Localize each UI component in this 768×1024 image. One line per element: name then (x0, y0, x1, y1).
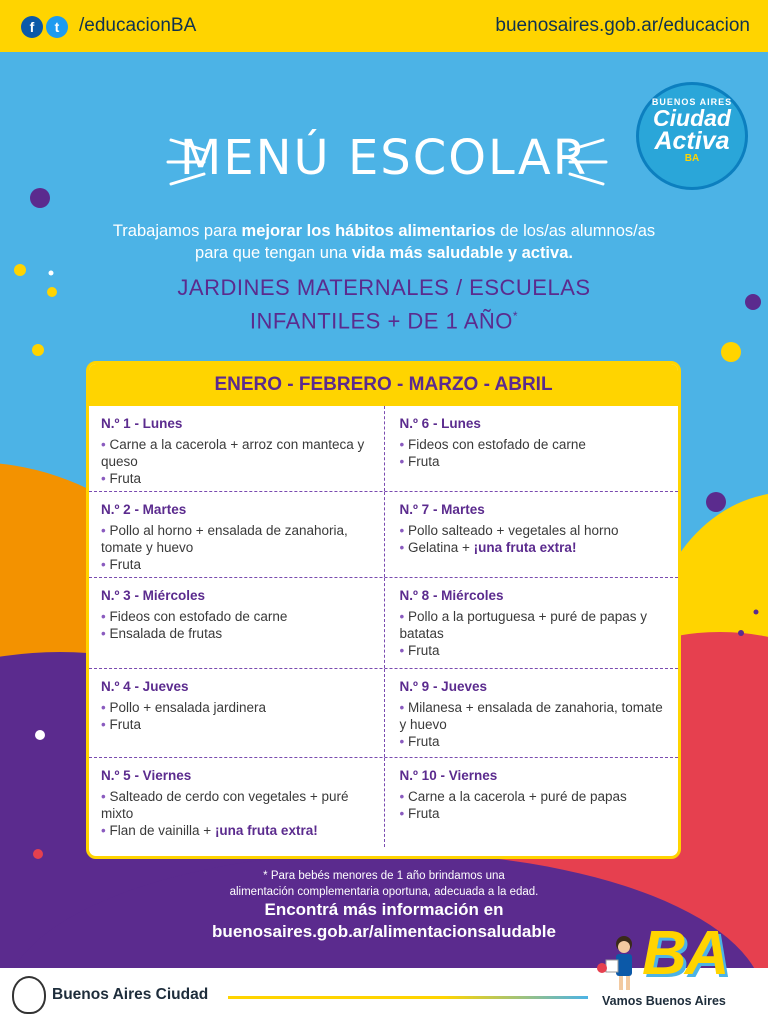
menu-cell-left (89, 669, 384, 757)
menu-header: ENERO - FEBRERO - MARZO - ABRIL (89, 364, 678, 406)
menu-item (400, 453, 669, 470)
bullet-icon: • (399, 540, 405, 555)
menu-cell-left (89, 492, 384, 577)
footer-divider (228, 996, 588, 999)
menu-item (101, 625, 374, 642)
menu-item (101, 716, 374, 733)
bullet-icon: • (399, 437, 405, 452)
title-area (0, 120, 768, 210)
subtitle (40, 274, 728, 335)
menu-item-text: Pollo + ensalada jardinera (109, 700, 266, 715)
menu-item-text: Pollo a la portuguesa + puré de papas y batatas (399, 609, 648, 641)
menu-item-text: Ensalada de frutas (109, 626, 223, 641)
ba-logo (632, 919, 742, 992)
menu-row (89, 578, 678, 669)
menu-item-text: Salteado de cerdo con vegetales + puré mixto (101, 789, 349, 821)
intro-p2: para que tengan una (195, 244, 352, 262)
more-info-line1: Encontrá más información en (264, 900, 504, 919)
bullet-icon: • (399, 643, 405, 658)
menu-item (400, 539, 669, 556)
extra-fruit-label: ¡una fruta extra! (473, 540, 577, 555)
menu-item-text: Carne a la cacerola + puré de papas (408, 789, 627, 804)
city-name: Buenos Aires Ciudad (52, 986, 209, 1003)
menu-item-text: Pollo al horno + ensalada de zanahoria, tomate y huevo (101, 523, 348, 555)
intro-p1: Trabajamos para (112, 222, 242, 240)
menu-day: N.º 6 - Lunes (399, 416, 481, 431)
menu-row (89, 669, 678, 758)
more-info-link[interactable]: buenosaires.gob.ar/alimentacionsaludable (212, 922, 556, 941)
menu-cell-left (89, 578, 384, 668)
menu-day: N.º 9 - Jueves (399, 679, 487, 694)
menu-item-text: Gelatina + (408, 540, 474, 555)
menu-item-text: Carne a la cacerola + arroz con manteca y queso (101, 437, 365, 469)
menu-cell-right (384, 406, 679, 491)
intro-text (40, 220, 728, 264)
menu-item-text: Fruta (109, 557, 142, 572)
menu-item (400, 733, 669, 750)
menu-cell-right (384, 758, 679, 847)
menu-item (101, 822, 374, 839)
sparkle-right-icon (558, 130, 608, 190)
bullet-icon: • (101, 823, 106, 838)
social-handle[interactable]: /educacionBA (79, 15, 197, 36)
menu-day: N.º 7 - Martes (399, 502, 485, 517)
social-icons (21, 16, 68, 38)
bullet-icon: • (399, 806, 405, 821)
menu-item (400, 522, 669, 539)
menu-item (400, 608, 669, 642)
menu-day: N.º 5 - Viernes (101, 768, 192, 783)
menu-item (101, 608, 374, 625)
badge-line4: BA (684, 153, 700, 164)
bullet-icon: • (399, 609, 405, 624)
menu-item-text: Fruta (408, 643, 440, 658)
intro-p2-bold: vida más saludable y activa. (351, 244, 573, 262)
page-title: MENÚ ESCOLAR (179, 130, 589, 186)
menu-item (400, 788, 669, 805)
bullet-icon: • (399, 454, 405, 469)
menu-item (400, 699, 669, 733)
footnote (100, 868, 668, 900)
menu-item-text: Fruta (109, 717, 142, 732)
menu-item (101, 556, 374, 573)
menu-item (101, 522, 374, 556)
menu-day: N.º 2 - Martes (101, 502, 187, 517)
subtitle-line2: INFANTILES + DE 1 AÑO (249, 308, 513, 334)
ba-logo-text: BA (642, 919, 728, 988)
menu-item (400, 642, 669, 659)
bullet-icon: • (101, 523, 106, 538)
facebook-icon[interactable]: f (21, 16, 43, 38)
bullet-icon: • (399, 734, 405, 749)
menu-item-text: Milanesa + ensalada de zanahoria, tomate y huevo (399, 700, 663, 732)
bullet-icon: • (101, 471, 106, 486)
menu-day: N.º 1 - Lunes (101, 416, 183, 431)
menu-item-text: Fruta (408, 806, 440, 821)
menu-item-text: Fruta (408, 734, 440, 749)
bullet-icon: • (101, 717, 106, 732)
city-seal-icon (12, 976, 46, 1014)
menu-item-text: Fideos con estofado de carne (109, 609, 288, 624)
menu-item (101, 699, 374, 716)
footnote-line1: * Para bebés menores de 1 año brindamos una (263, 870, 505, 882)
menu-day: N.º 3 - Miércoles (101, 588, 205, 603)
badge-line2: Ciudad (653, 105, 731, 131)
menu-row (89, 758, 678, 847)
child-illustration-icon (596, 934, 646, 994)
bullet-icon: • (399, 789, 405, 804)
badge-line3: Activa (654, 127, 730, 155)
subtitle-mark: * (512, 309, 519, 323)
menu-item (101, 788, 374, 822)
menu-item-text: Pollo salteado + vegetales al horno (408, 523, 619, 538)
menu-cell-right (384, 492, 679, 577)
bullet-icon: • (399, 523, 405, 538)
menu-item (400, 436, 669, 453)
site-link[interactable]: buenosaires.gob.ar/educacion (495, 15, 750, 36)
menu-row (89, 406, 678, 492)
menu-cell-right (384, 578, 679, 668)
menu-item (400, 805, 669, 822)
bullet-icon: • (101, 626, 106, 641)
menu-item (101, 436, 374, 470)
bullet-icon: • (101, 789, 106, 804)
menu-cell-left (89, 758, 384, 847)
bullet-icon: • (101, 700, 106, 715)
menu-item-text: Fideos con estofado de carne (408, 437, 586, 452)
more-info (100, 899, 668, 943)
menu-day: N.º 10 - Viernes (399, 768, 498, 783)
menu-item (101, 470, 374, 487)
menu-item-text: Fruta (408, 454, 440, 469)
menu-item-text: Fruta (109, 471, 142, 486)
badge-line1: BUENOS AIRES (651, 97, 733, 107)
bullet-icon: • (399, 700, 405, 715)
slogan: Vamos Buenos Aires (602, 994, 726, 1008)
intro-p1-end: de los/as alumnos/as (495, 222, 656, 240)
bullet-icon: • (101, 557, 106, 572)
menu-item-text: Flan de vainilla + (109, 823, 215, 838)
menu-day: N.º 8 - Miércoles (399, 588, 504, 603)
menu-cell-left (89, 406, 384, 491)
intro-p1-bold: mejorar los hábitos alimentarios (241, 222, 496, 240)
twitter-icon[interactable]: t (46, 16, 68, 38)
footnote-line2: alimentación complementaria oportuna, adecuada a la edad. (229, 886, 539, 898)
menu-grid (89, 406, 678, 847)
subtitle-line1: JARDINES MATERNALES / ESCUELAS (177, 275, 591, 300)
bullet-icon: • (101, 437, 106, 452)
menu-card (86, 361, 681, 859)
extra-fruit-label: ¡una fruta extra! (214, 823, 318, 838)
menu-cell-right (384, 669, 679, 757)
menu-row (89, 492, 678, 578)
menu-day: N.º 4 - Jueves (101, 679, 189, 694)
bullet-icon: • (101, 609, 106, 624)
